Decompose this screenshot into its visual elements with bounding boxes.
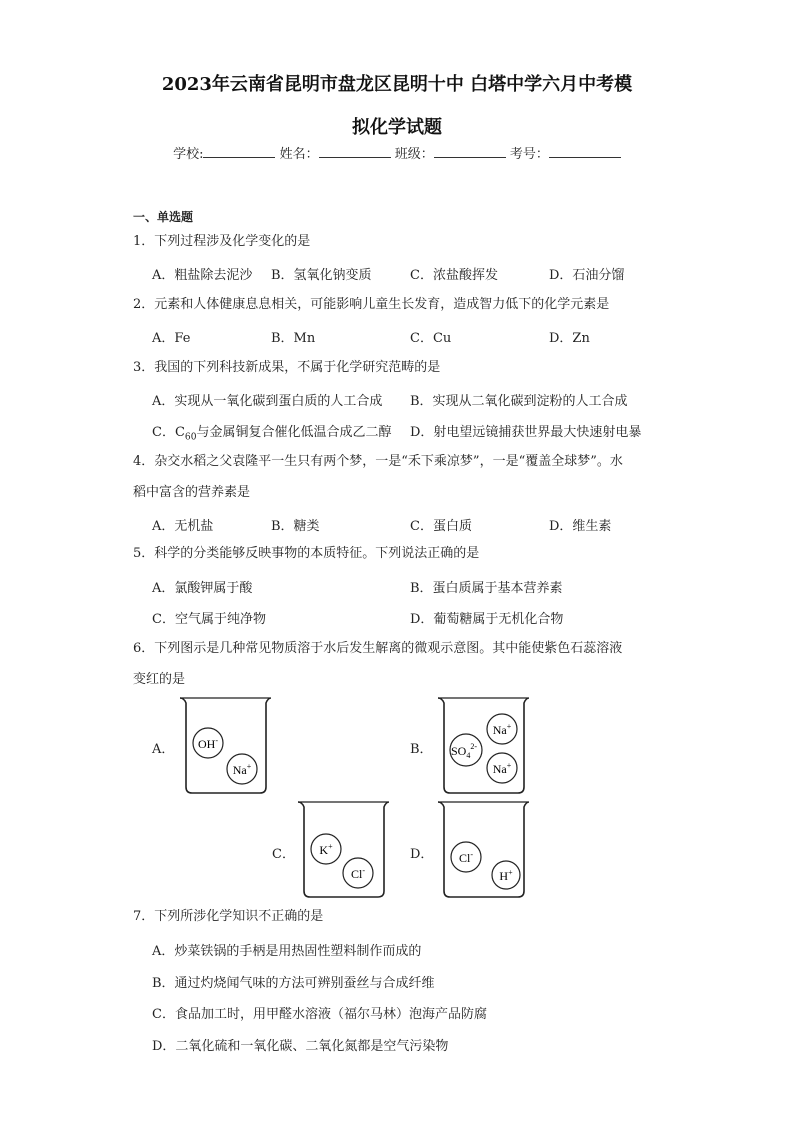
question-7-option-d[interactable]: D．二氧化硫和一氧化碳、二氧化氮都是空气污染物 xyxy=(152,1039,449,1054)
question-4-option-c[interactable]: C．蛋白质 xyxy=(410,519,472,534)
beaker-a-diagram xyxy=(178,695,272,795)
question-2-option-c[interactable]: C．Cu xyxy=(410,331,452,346)
question-2-option-d[interactable]: D．Zn xyxy=(549,331,590,346)
beaker-b-diagram xyxy=(436,695,530,795)
question-5-option-c[interactable]: C．空气属于纯净物 xyxy=(152,612,266,627)
question-3-stem: 3．我国的下列科技新成果，不属于化学研究范畴的是 xyxy=(133,360,441,375)
beaker-b-ion-3-label: Na+ xyxy=(492,761,512,776)
name-label: 姓名： xyxy=(279,147,319,162)
student-info-line xyxy=(0,143,794,162)
beaker-b-ion-1-label: $SO_4^{2-}$ xyxy=(450,742,478,760)
number-label: 考号： xyxy=(509,147,549,162)
question-1-option-d[interactable]: D．石油分馏 xyxy=(549,268,625,283)
beaker-b-ion-2-label: Na+ xyxy=(492,722,512,737)
question-5-option-d[interactable]: D．葡萄糖属于无机化合物 xyxy=(410,612,564,627)
beaker-d-ion-2-label: H+ xyxy=(499,868,513,883)
question-6-option-d[interactable]: D． xyxy=(410,847,434,862)
question-7-stem: 7．下列所涉化学知识不正确的是 xyxy=(133,909,324,924)
question-7-option-a[interactable]: A．炒菜铁锅的手柄是用热固性塑料制作而成的 xyxy=(152,944,422,959)
question-5-stem: 5．科学的分类能够反映事物的本质特征。下列说法正确的是 xyxy=(133,546,480,561)
beaker-c-diagram xyxy=(296,799,390,899)
question-6-stem-line2: 变红的是 xyxy=(133,672,186,687)
question-4-option-b[interactable]: B．糖类 xyxy=(271,519,320,534)
question-1-option-b[interactable]: B．氢氧化钠变质 xyxy=(271,268,372,283)
question-1-option-c[interactable]: C．浓盐酸挥发 xyxy=(410,268,498,283)
question-6-option-c[interactable]: C． xyxy=(272,847,295,862)
question-4-option-d[interactable]: D．维生素 xyxy=(549,519,612,534)
question-2-option-a[interactable]: A．Fe xyxy=(152,331,191,346)
question-4-stem-line2: 稻中富含的营养素是 xyxy=(133,485,251,500)
school-label: 学校: xyxy=(173,147,204,162)
beaker-c-ion-2-label: Cl- xyxy=(350,866,366,881)
option-c-subscript: 60 xyxy=(184,432,197,443)
beaker-d-ion-1-label: Cl- xyxy=(458,850,474,865)
class-label: 班级： xyxy=(394,147,434,162)
beaker-a-ion-1-label: OH- xyxy=(197,736,219,751)
option-c-text-b: 与金属铜复合催化低温合成乙二醇 xyxy=(196,425,392,440)
question-1-option-a[interactable]: A．粗盐除去泥沙 xyxy=(152,268,253,283)
question-4-option-a[interactable]: A．无机盐 xyxy=(152,519,214,534)
question-7-option-c[interactable]: C．食品加工时，用甲醛水溶液（福尔马林）泡海产品防腐 xyxy=(152,1007,487,1022)
question-1-stem: 1．下列过程涉及化学变化的是 xyxy=(133,234,311,249)
name-blank[interactable] xyxy=(319,145,391,158)
class-blank[interactable] xyxy=(434,145,506,158)
question-2-option-b[interactable]: B．Mn xyxy=(271,331,316,346)
question-3-option-c[interactable] xyxy=(152,421,392,443)
question-4-stem-line1: 4．杂交水稻之父袁隆平一生只有两个梦，一是“禾下乘凉梦”，一是“覆盖全球梦”。水 xyxy=(133,454,623,469)
question-5-option-a[interactable]: A．氯酸钾属于酸 xyxy=(152,581,253,596)
question-6-option-b[interactable]: B． xyxy=(410,742,433,757)
section-heading: 一、单选题 xyxy=(133,210,194,224)
question-6-option-a[interactable]: A． xyxy=(152,742,175,757)
page-title-line2: 拟化学试题 xyxy=(352,117,442,138)
question-3-option-b[interactable]: B．实现从二氧化碳到淀粉的人工合成 xyxy=(410,394,628,409)
beaker-c-ion-1-label: K+ xyxy=(319,842,333,857)
question-6-stem-line1: 6．下列图示是几种常见物质溶于水后发生解离的微观示意图。其中能使紫色石蕊溶液 xyxy=(133,641,623,656)
question-3-option-d[interactable]: D．射电望远镜捕获世界最大快速射电暴 xyxy=(410,425,642,440)
question-3-option-a[interactable]: A．实现从一氧化碳到蛋白质的人工合成 xyxy=(152,394,383,409)
school-blank[interactable] xyxy=(203,145,275,158)
page-title-line1: 2023年云南省昆明市盘龙区昆明十中 白塔中学六月中考模 xyxy=(161,74,633,95)
number-blank[interactable] xyxy=(549,145,621,158)
beaker-a-ion-2-label: Na+ xyxy=(232,762,252,777)
option-c-text-a: C．C xyxy=(152,425,185,440)
question-7-option-b[interactable]: B．通过灼烧闻气味的方法可辨别蚕丝与合成纤维 xyxy=(152,976,435,991)
beaker-d-diagram xyxy=(436,799,530,899)
question-5-option-b[interactable]: B．蛋白质属于基本营养素 xyxy=(410,581,563,596)
question-2-stem: 2．元素和人体健康息息相关，可能影响儿童生长发育，造成智力低下的化学元素是 xyxy=(133,297,610,312)
